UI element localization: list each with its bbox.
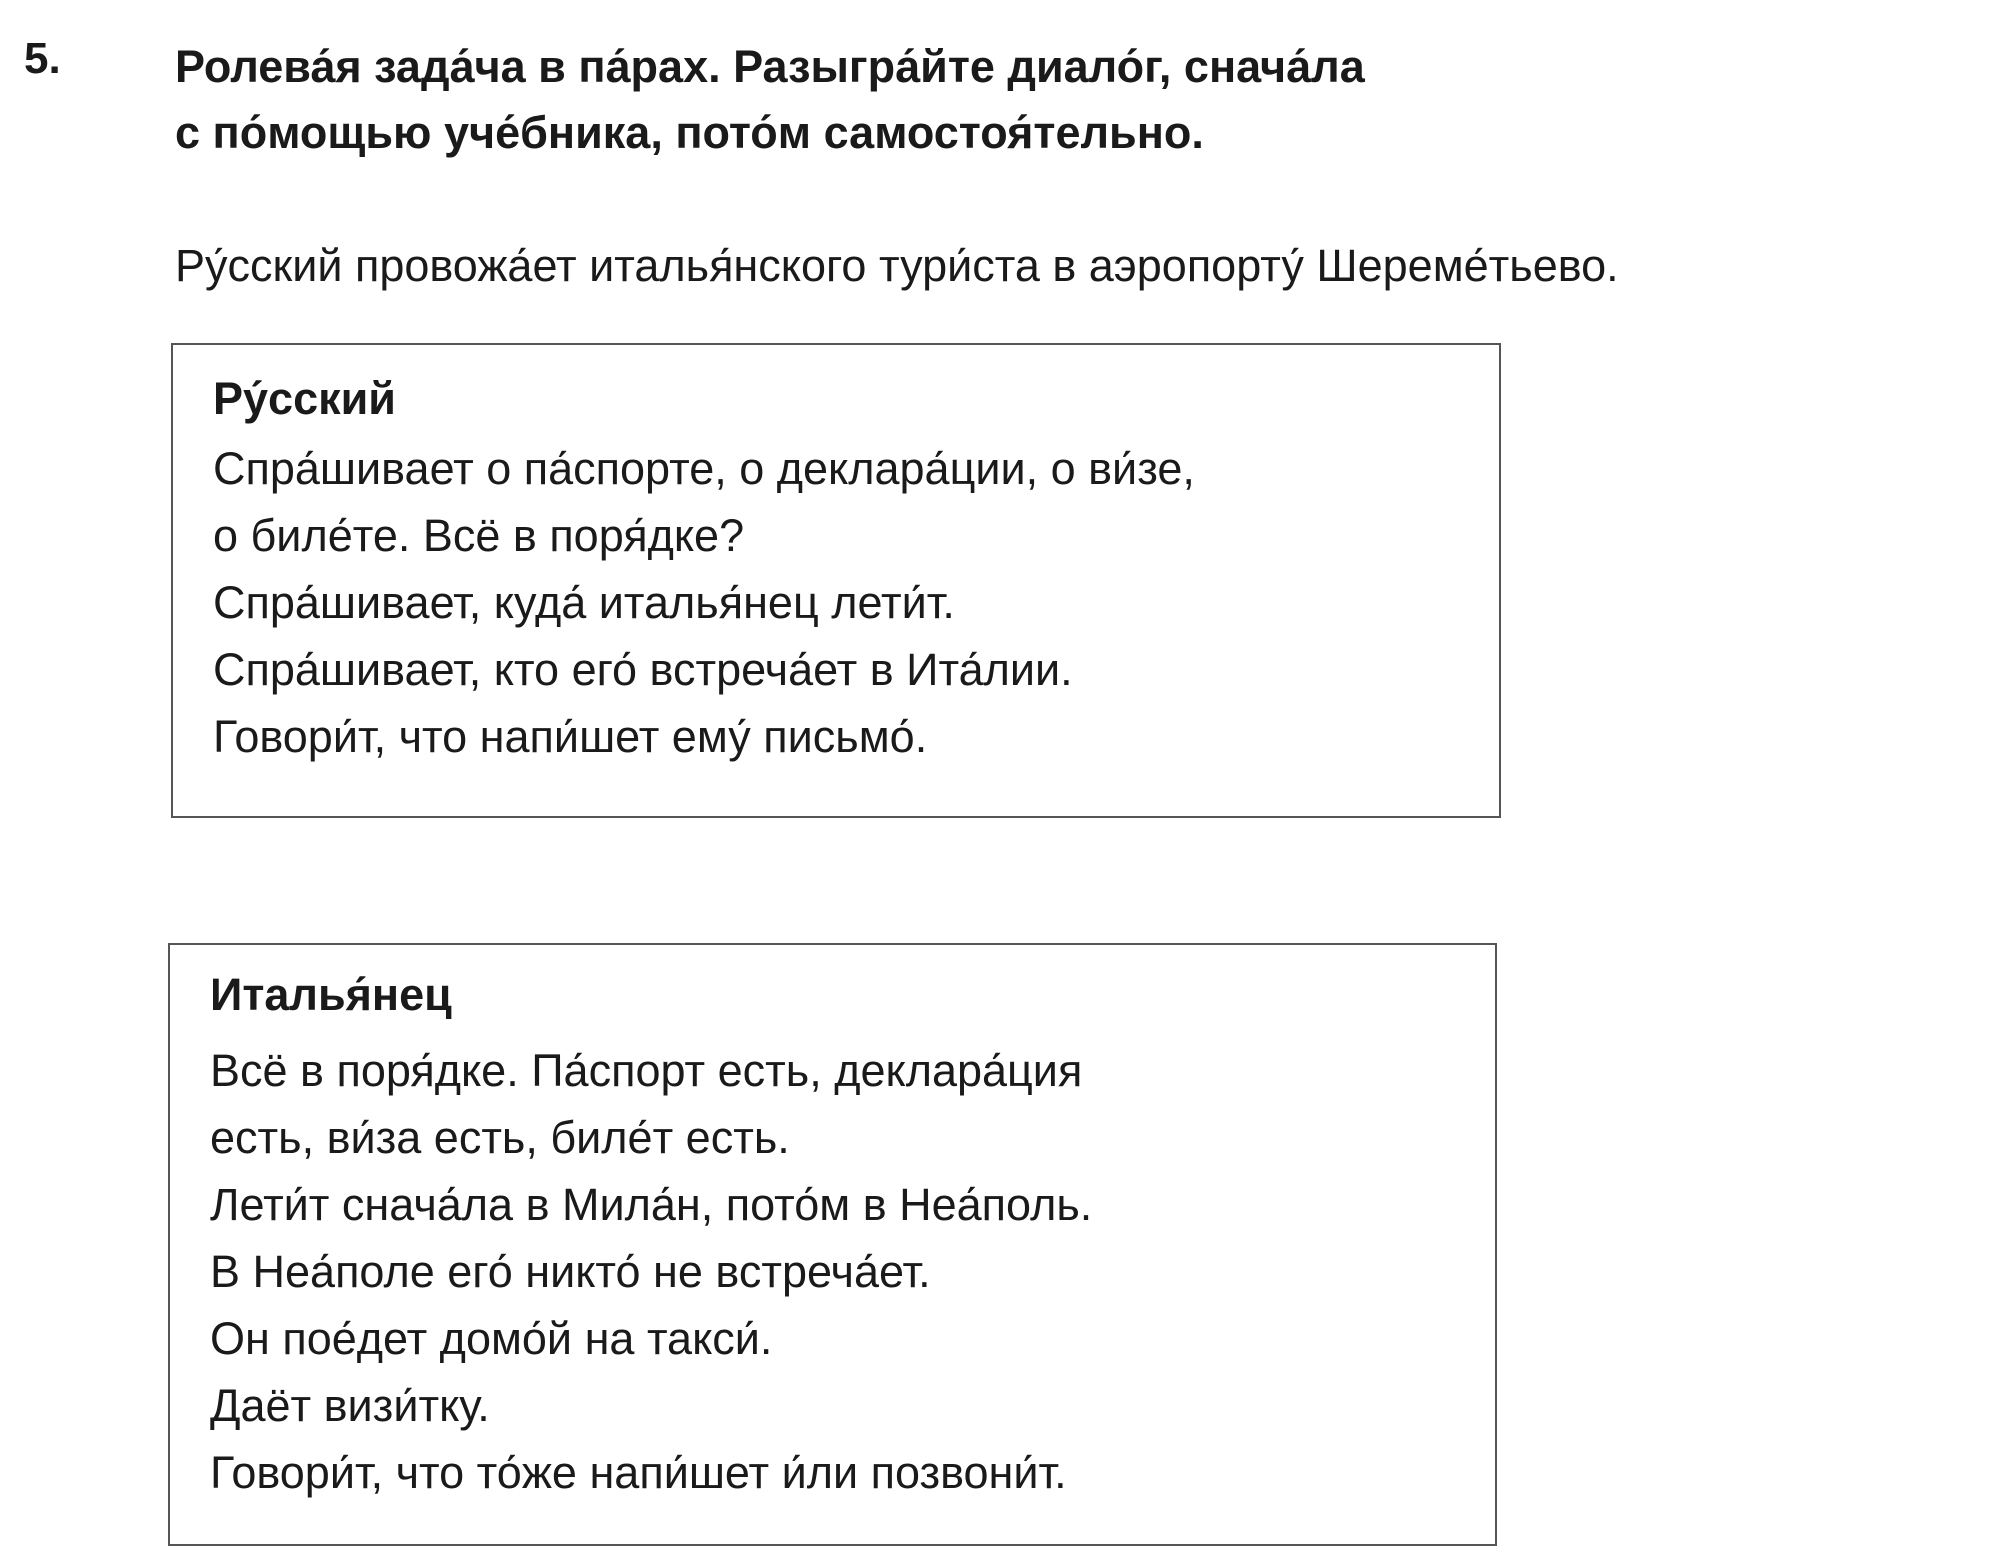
role-card-russian [171, 343, 1501, 818]
title-line: Ролева́я зада́ча в па́рах. Разыгра́йте диало́г, снача́ла [175, 41, 1365, 92]
instruction-line: Всё в поря́дке. Па́спорт есть, деклара́ция [210, 1045, 1083, 1096]
instruction-line: Даёт визи́тку. [210, 1380, 490, 1431]
exercise-title [175, 34, 1365, 166]
role-heading: Италья́нец [210, 969, 452, 1020]
role-instructions [210, 1037, 1092, 1506]
instruction-line: Лети́т снача́ла в Мила́н, пото́м в Неа́поль. [210, 1179, 1093, 1230]
situation-text: Ру́сский провожа́ет италья́нского тури́ста в аэропорту́ Шереме́тьево. [175, 240, 1619, 291]
role-card-italian [168, 943, 1497, 1546]
instruction-line: В Неа́поле его́ никто́ не встреча́ет. [210, 1246, 931, 1297]
role-instructions [213, 435, 1195, 770]
role-heading: Ру́сский [213, 373, 396, 424]
instruction-line: Спра́шивает, кто его́ встреча́ет в Ита́лии. [213, 644, 1073, 695]
instruction-line: Он пое́дет домо́й на такси́. [210, 1313, 773, 1364]
exercise-number: 5. [24, 34, 61, 83]
instruction-line: о биле́те. Всё в поря́дке? [213, 510, 745, 561]
instruction-line: Говори́т, что то́же напи́шет и́ли позвони́т. [210, 1447, 1067, 1498]
instruction-line: Спра́шивает о па́спорте, о деклара́ции, о ви́зе, [213, 443, 1195, 494]
instruction-line: есть, ви́за есть, биле́т есть. [210, 1112, 790, 1163]
instruction-line: Спра́шивает, куда́ италья́нец лети́т. [213, 577, 955, 628]
title-line: с по́мощью уче́бника, пото́м самостоя́тельно. [175, 107, 1204, 158]
instruction-line: Говори́т, что напи́шет ему́ письмо́. [213, 711, 928, 762]
